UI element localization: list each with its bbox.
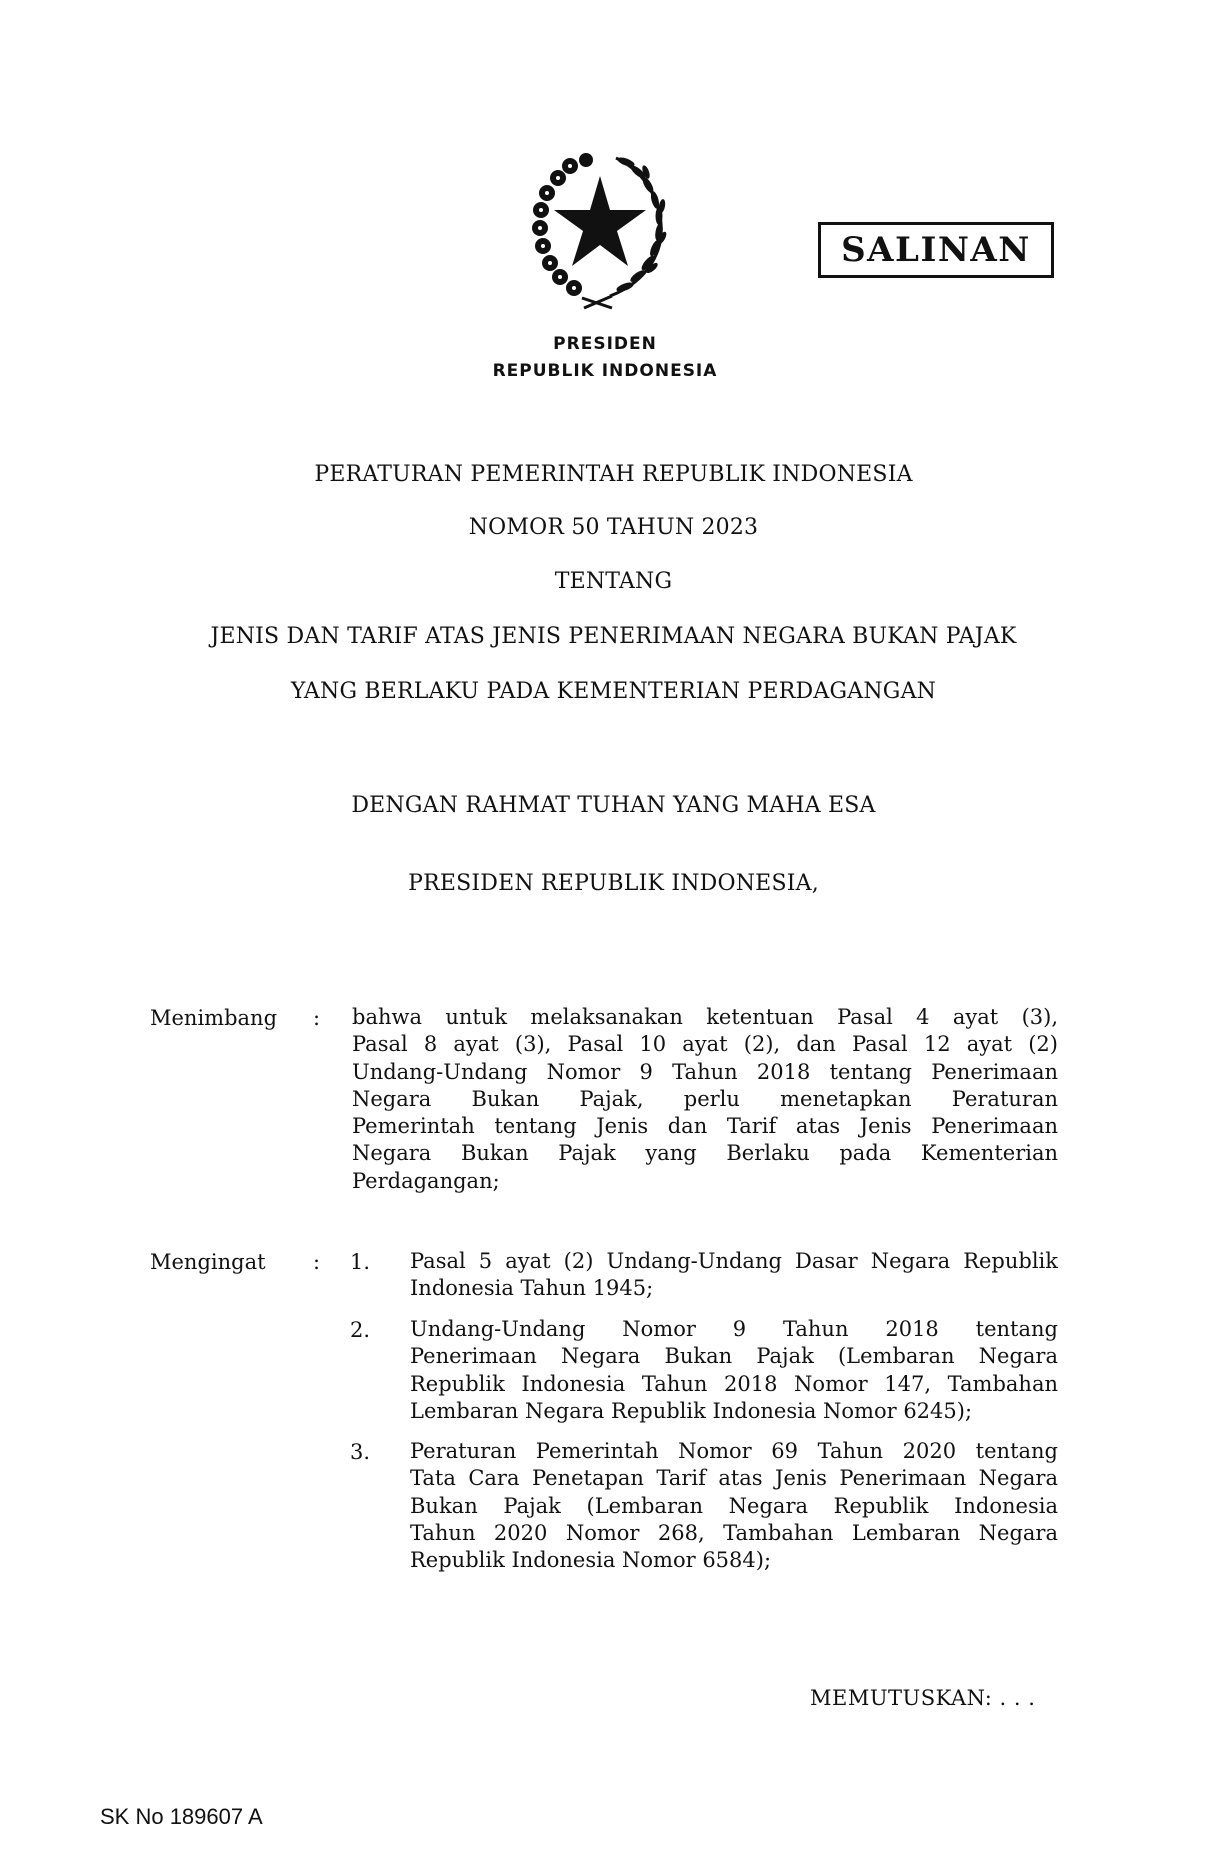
mengingat-line: Republik Indonesia Tahun 2018 Nomor 147, Tambahan xyxy=(410,1371,1058,1396)
mengingat-item-3 xyxy=(410,1438,1058,1574)
mengingat-line: Tata Cara Penetapan Tarif atas Jenis Penerimaan Negara xyxy=(410,1466,1058,1491)
seal-caption-president: PRESIDEN xyxy=(553,334,657,354)
menimbang-line: bahwa untuk melaksanakan ketentuan Pasal 4 ayat (3), xyxy=(352,1005,1058,1029)
regulation-subject-line-1: JENIS DAN TARIF ATAS JENIS PENERIMAAN NEGARA BUKAN PAJAK xyxy=(210,624,1017,649)
mengingat-line: Penerimaan Negara Bukan Pajak (Lembaran Negara xyxy=(410,1344,1058,1369)
mengingat-line: Pasal 5 ayat (2) Undang-Undang Dasar Negara Republik xyxy=(410,1249,1058,1273)
menimbang-colon: : xyxy=(313,1006,321,1030)
mengingat-line: Peraturan Pemerintah Nomor 69 Tahun 2020 tentang xyxy=(410,1439,1058,1463)
regulation-about-label: TENTANG xyxy=(554,569,673,594)
seal-caption-republic: REPUBLIK INDONESIA xyxy=(492,361,718,381)
regulation-number: NOMOR 50 TAHUN 2023 xyxy=(468,515,759,540)
regulation-subject-line-2: YANG BERLAKU PADA KEMENTERIAN PERDAGANGAN xyxy=(290,679,937,704)
salinan-stamp xyxy=(818,222,1054,278)
presidential-seal xyxy=(528,148,670,312)
issuer-line: PRESIDEN REPUBLIK INDONESIA, xyxy=(408,871,819,896)
menimbang-line: Pasal 8 ayat (3), Pasal 10 ayat (2), dan Pasal 12 ayat (2) xyxy=(352,1032,1058,1057)
mengingat-line: Lembaran Negara Republik Indonesia Nomor 6245); xyxy=(410,1398,973,1423)
menimbang-line: Negara Bukan Pajak yang Berlaku pada Kementerian xyxy=(352,1141,1058,1166)
menimbang-label: Menimbang xyxy=(150,1006,278,1030)
mengingat-item-number: 1. xyxy=(350,1250,371,1274)
mengingat-label: Mengingat xyxy=(150,1250,266,1274)
menimbang-text xyxy=(352,1004,1058,1195)
regulation-title: PERATURAN PEMERINTAH REPUBLIK INDONESIA xyxy=(314,462,913,487)
mengingat-item-1 xyxy=(410,1248,1058,1303)
invocation: DENGAN RAHMAT TUHAN YANG MAHA ESA xyxy=(351,793,876,818)
garuda-star-wreath-seal-icon xyxy=(528,148,670,312)
salinan-label: SALINAN xyxy=(841,230,1031,270)
menimbang-line: Negara Bukan Pajak, perlu menetapkan Peraturan xyxy=(352,1086,1058,1111)
menimbang-line: Pemerintah tentang Jenis dan Tarif atas Jenis Penerimaan xyxy=(352,1114,1058,1139)
mengingat-item-number: 3. xyxy=(350,1440,371,1464)
mengingat-line: Undang-Undang Nomor 9 Tahun 2018 tentang xyxy=(410,1317,1058,1341)
menimbang-line: Undang-Undang Nomor 9 Tahun 2018 tentang Penerimaan xyxy=(352,1059,1058,1084)
mengingat-colon: : xyxy=(313,1250,321,1274)
mengingat-line: Bukan Pajak (Lembaran Negara Republik Indonesia xyxy=(410,1493,1058,1518)
sk-number: SK No 189607 A xyxy=(100,1804,263,1829)
mengingat-line: Indonesia Tahun 1945; xyxy=(410,1276,654,1301)
mengingat-line: Tahun 2020 Nomor 268, Tambahan Lembaran Negara xyxy=(410,1520,1058,1545)
mengingat-item-2 xyxy=(410,1316,1058,1425)
mengingat-item-number: 2. xyxy=(350,1318,371,1342)
mengingat-line: Republik Indonesia Nomor 6584); xyxy=(410,1548,772,1573)
continuation-marker: MEMUTUSKAN: . . . xyxy=(810,1686,1036,1710)
menimbang-line: Perdagangan; xyxy=(352,1168,500,1193)
